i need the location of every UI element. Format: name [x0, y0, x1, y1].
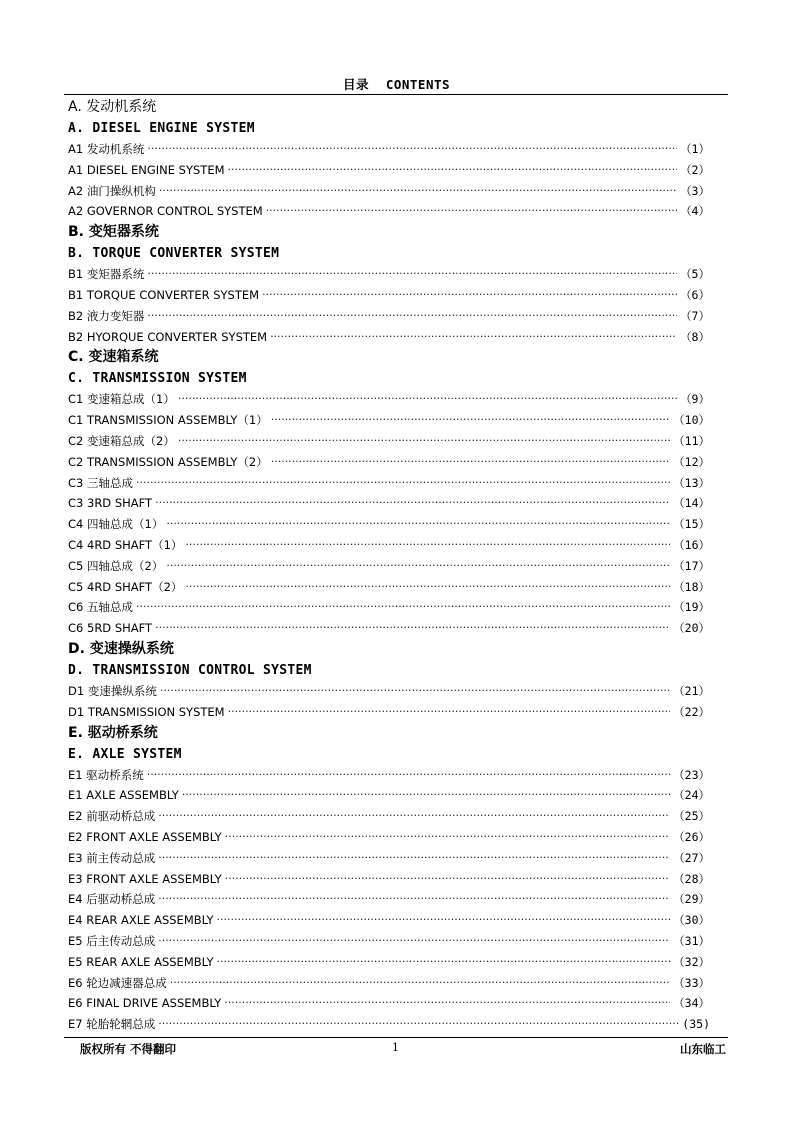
section-heading-en: A. DIESEL ENGINE SYSTEM — [68, 121, 255, 136]
toc-entry[interactable] — [68, 597, 710, 618]
dot-leader — [185, 535, 670, 556]
dot-leader — [225, 869, 670, 890]
toc-entry-page: （1） — [680, 142, 710, 156]
toc-entry-page: （30） — [673, 913, 710, 928]
copyright-notice: 版权所有 不得翻印 — [80, 1042, 177, 1056]
toc-entry-page: （2） — [680, 162, 710, 177]
toc-entry-label: C2 变速箱总成（2） — [68, 433, 175, 448]
toc-entry[interactable] — [68, 889, 710, 910]
toc-entry[interactable] — [68, 681, 710, 702]
toc-entry-label: E6 FINAL DRIVE ASSEMBLY — [68, 996, 222, 1011]
toc-entry-label: C2 TRANSMISSION ASSEMBLY（2） — [68, 454, 268, 469]
toc-entry-label: C6 5RD SHAFT — [68, 621, 153, 636]
section-heading-en: C. TRANSMISSION SYSTEM — [68, 371, 247, 387]
toc-entry[interactable] — [68, 473, 710, 494]
toc-entry-label: B1 变矩器系统 — [68, 267, 145, 282]
toc-entry[interactable] — [68, 264, 710, 285]
toc-entry-page: （9） — [680, 392, 710, 407]
toc-entry-page: （19） — [673, 600, 710, 615]
title-en: CONTENTS — [385, 77, 451, 92]
toc-entry-label: C3 3RD SHAFT — [68, 496, 153, 511]
toc-entry-label: E2 前驱动桥总成 — [68, 809, 156, 824]
dot-leader — [158, 931, 670, 952]
toc-entry-page: （27） — [673, 850, 710, 865]
section-heading-cn: B. 变矩器系统 — [68, 224, 159, 241]
toc-entry[interactable] — [68, 993, 710, 1014]
dot-leader — [225, 827, 670, 848]
table-of-contents — [68, 97, 710, 1035]
toc-entry-label: C1 变速箱总成（1） — [68, 392, 175, 407]
section-heading-cn: E. 驱动桥系统 — [68, 724, 158, 741]
section-heading-cn: C. 变速箱系统 — [68, 349, 159, 366]
dot-leader — [217, 910, 671, 931]
dot-leader — [271, 410, 670, 431]
footer-rule — [64, 1037, 728, 1038]
dot-leader — [185, 577, 670, 598]
dot-leader — [155, 493, 670, 514]
dot-leader — [147, 139, 677, 160]
toc-entry-page: （21） — [673, 683, 710, 698]
toc-entry-page: （22） — [673, 704, 710, 719]
dot-leader — [147, 765, 670, 786]
section-heading-cn: A. 发动机系统 — [68, 99, 157, 115]
toc-entry-page: （31） — [673, 933, 710, 948]
toc-entry[interactable] — [68, 410, 710, 431]
toc-entry[interactable] — [68, 806, 710, 827]
toc-entry[interactable] — [68, 618, 710, 639]
toc-entry-page: （18） — [673, 579, 710, 594]
toc-entry-page: （3） — [680, 183, 710, 198]
toc-entry-label: E5 REAR AXLE ASSEMBLY — [68, 954, 214, 969]
toc-entry-label: D1 变速操纵系统 — [68, 683, 157, 698]
toc-entry-page: （15） — [673, 517, 710, 532]
toc-entry-label: C4 4RD SHAFT（1） — [68, 537, 183, 552]
toc-entry-page: （17） — [673, 558, 710, 573]
toc-entry-label: E2 FRONT AXLE ASSEMBLY — [68, 829, 222, 844]
toc-entry[interactable] — [68, 848, 710, 869]
toc-entry-label: A2 GOVERNOR CONTROL SYSTEM — [68, 204, 263, 219]
toc-entry-page: （7） — [680, 308, 710, 323]
dot-leader — [228, 160, 678, 181]
dot-leader — [217, 952, 671, 973]
toc-entry-label: B2 HYORQUE CONVERTER SYSTEM — [68, 329, 268, 344]
toc-entry[interactable] — [68, 306, 710, 327]
dot-leader — [160, 681, 670, 702]
toc-entry[interactable] — [68, 1014, 710, 1035]
dot-leader — [158, 806, 670, 827]
toc-entry-label: B1 TORQUE CONVERTER SYSTEM — [68, 287, 260, 302]
toc-entry[interactable] — [68, 160, 710, 181]
toc-entry-label: C6 五轴总成 — [68, 600, 134, 615]
page-title — [0, 75, 793, 93]
toc-entry-label: C4 四轴总成（1） — [68, 517, 164, 532]
header-rule — [64, 94, 728, 95]
toc-entry-label: E5 后主传动总成 — [68, 933, 156, 948]
dot-leader — [262, 285, 677, 306]
toc-entry-page: （33） — [673, 975, 710, 990]
dot-leader — [158, 848, 670, 869]
toc-entry[interactable] — [68, 201, 710, 222]
toc-entry-page: （32） — [673, 954, 710, 969]
section-heading-cn: D. 变速操纵系统 — [68, 640, 174, 657]
dot-leader — [147, 264, 677, 285]
toc-entry-label: E1 驱动桥系统 — [68, 767, 144, 782]
toc-entry-page: （26） — [673, 829, 710, 844]
toc-entry-label: A2 油门操纵机构 — [68, 183, 156, 198]
dot-leader — [266, 201, 677, 222]
dot-leader — [155, 618, 670, 639]
toc-entry-page: （34） — [673, 996, 710, 1011]
toc-entry[interactable] — [68, 389, 710, 410]
dot-leader — [147, 306, 677, 327]
toc-entry-page: （16） — [673, 537, 710, 552]
section-heading-en: E. AXLE SYSTEM — [68, 746, 182, 762]
dot-leader — [158, 1014, 679, 1035]
section-heading-en: B. TORQUE CONVERTER SYSTEM — [68, 246, 280, 262]
toc-entry-label: A1 DIESEL ENGINE SYSTEM — [68, 162, 225, 177]
dot-leader — [178, 389, 677, 410]
dot-leader — [224, 993, 670, 1014]
toc-entry[interactable] — [68, 327, 710, 348]
toc-entry-page: （8） — [680, 329, 710, 344]
dot-leader — [178, 431, 670, 452]
toc-entry[interactable] — [68, 952, 710, 973]
toc-entry-label: C3 三轴总成 — [68, 475, 134, 490]
toc-entry-label: E3 前主传动总成 — [68, 850, 156, 865]
dot-leader — [182, 785, 670, 806]
toc-entry-page: （29） — [673, 892, 710, 907]
toc-entry-page: (35) — [682, 1017, 710, 1032]
toc-entry[interactable] — [68, 910, 710, 931]
toc-entry-label: E6 轮边减速器总成 — [68, 975, 167, 990]
toc-entry[interactable] — [68, 869, 710, 890]
title-cn: 目录 — [342, 77, 369, 92]
toc-entry[interactable] — [68, 493, 710, 514]
toc-entry-page: （6） — [680, 287, 710, 302]
toc-entry-label: A1 发动机系统 — [68, 142, 145, 156]
toc-entry[interactable] — [68, 556, 710, 577]
section-heading-en: D. TRANSMISSION CONTROL SYSTEM — [68, 662, 312, 678]
toc-entry-page: （13） — [673, 475, 710, 490]
toc-entry[interactable] — [68, 765, 710, 786]
dot-leader — [166, 514, 670, 535]
dot-leader — [270, 327, 677, 348]
dot-leader — [159, 181, 677, 202]
toc-entry-label: E4 REAR AXLE ASSEMBLY — [68, 913, 214, 928]
toc-entry[interactable] — [68, 785, 710, 806]
toc-entry-page: （28） — [673, 871, 710, 886]
toc-entry[interactable] — [68, 702, 710, 723]
dot-leader — [136, 473, 670, 494]
toc-entry[interactable] — [68, 139, 710, 160]
dot-leader — [228, 702, 671, 723]
toc-entry-page: （10） — [673, 413, 710, 428]
dot-leader — [170, 973, 670, 994]
toc-entry-label: C5 四轴总成（2） — [68, 558, 164, 573]
toc-entry-label: C5 4RD SHAFT（2） — [68, 579, 183, 594]
toc-entry[interactable] — [68, 514, 710, 535]
toc-entry[interactable] — [68, 452, 710, 473]
toc-entry[interactable] — [68, 181, 710, 202]
toc-entry-label: D1 TRANSMISSION SYSTEM — [68, 704, 225, 719]
toc-entry-label: B2 液力变矩器 — [68, 308, 145, 323]
toc-entry[interactable] — [68, 431, 710, 452]
dot-leader — [166, 556, 670, 577]
toc-entry-page: （12） — [673, 454, 710, 469]
toc-entry-page: （24） — [673, 788, 710, 803]
toc-entry-label: E4 后驱动桥总成 — [68, 892, 156, 907]
toc-entry-page: （20） — [673, 621, 710, 636]
toc-entry-label: E7 轮胎轮辋总成 — [68, 1017, 156, 1032]
dot-leader — [158, 889, 670, 910]
toc-entry-page: （14） — [673, 496, 710, 511]
toc-entry-page: （25） — [673, 809, 710, 824]
toc-entry[interactable] — [68, 285, 710, 306]
toc-entry[interactable] — [68, 931, 710, 952]
toc-entry[interactable] — [68, 827, 710, 848]
dot-leader — [271, 452, 670, 473]
company-name: 山东临工 — [680, 1042, 726, 1056]
toc-entry-label: E3 FRONT AXLE ASSEMBLY — [68, 871, 222, 886]
toc-entry-page: （5） — [680, 267, 710, 282]
toc-entry-label: C1 TRANSMISSION ASSEMBLY（1） — [68, 413, 268, 428]
toc-entry[interactable] — [68, 577, 710, 598]
dot-leader — [136, 597, 670, 618]
toc-entry[interactable] — [68, 973, 710, 994]
toc-entry-page: （4） — [680, 204, 710, 219]
toc-entry-label: E1 AXLE ASSEMBLY — [68, 788, 179, 803]
toc-entry-page: （11） — [673, 433, 710, 448]
page-number: 1 — [392, 1041, 399, 1054]
toc-entry[interactable] — [68, 535, 710, 556]
toc-entry-page: （23） — [673, 767, 710, 782]
